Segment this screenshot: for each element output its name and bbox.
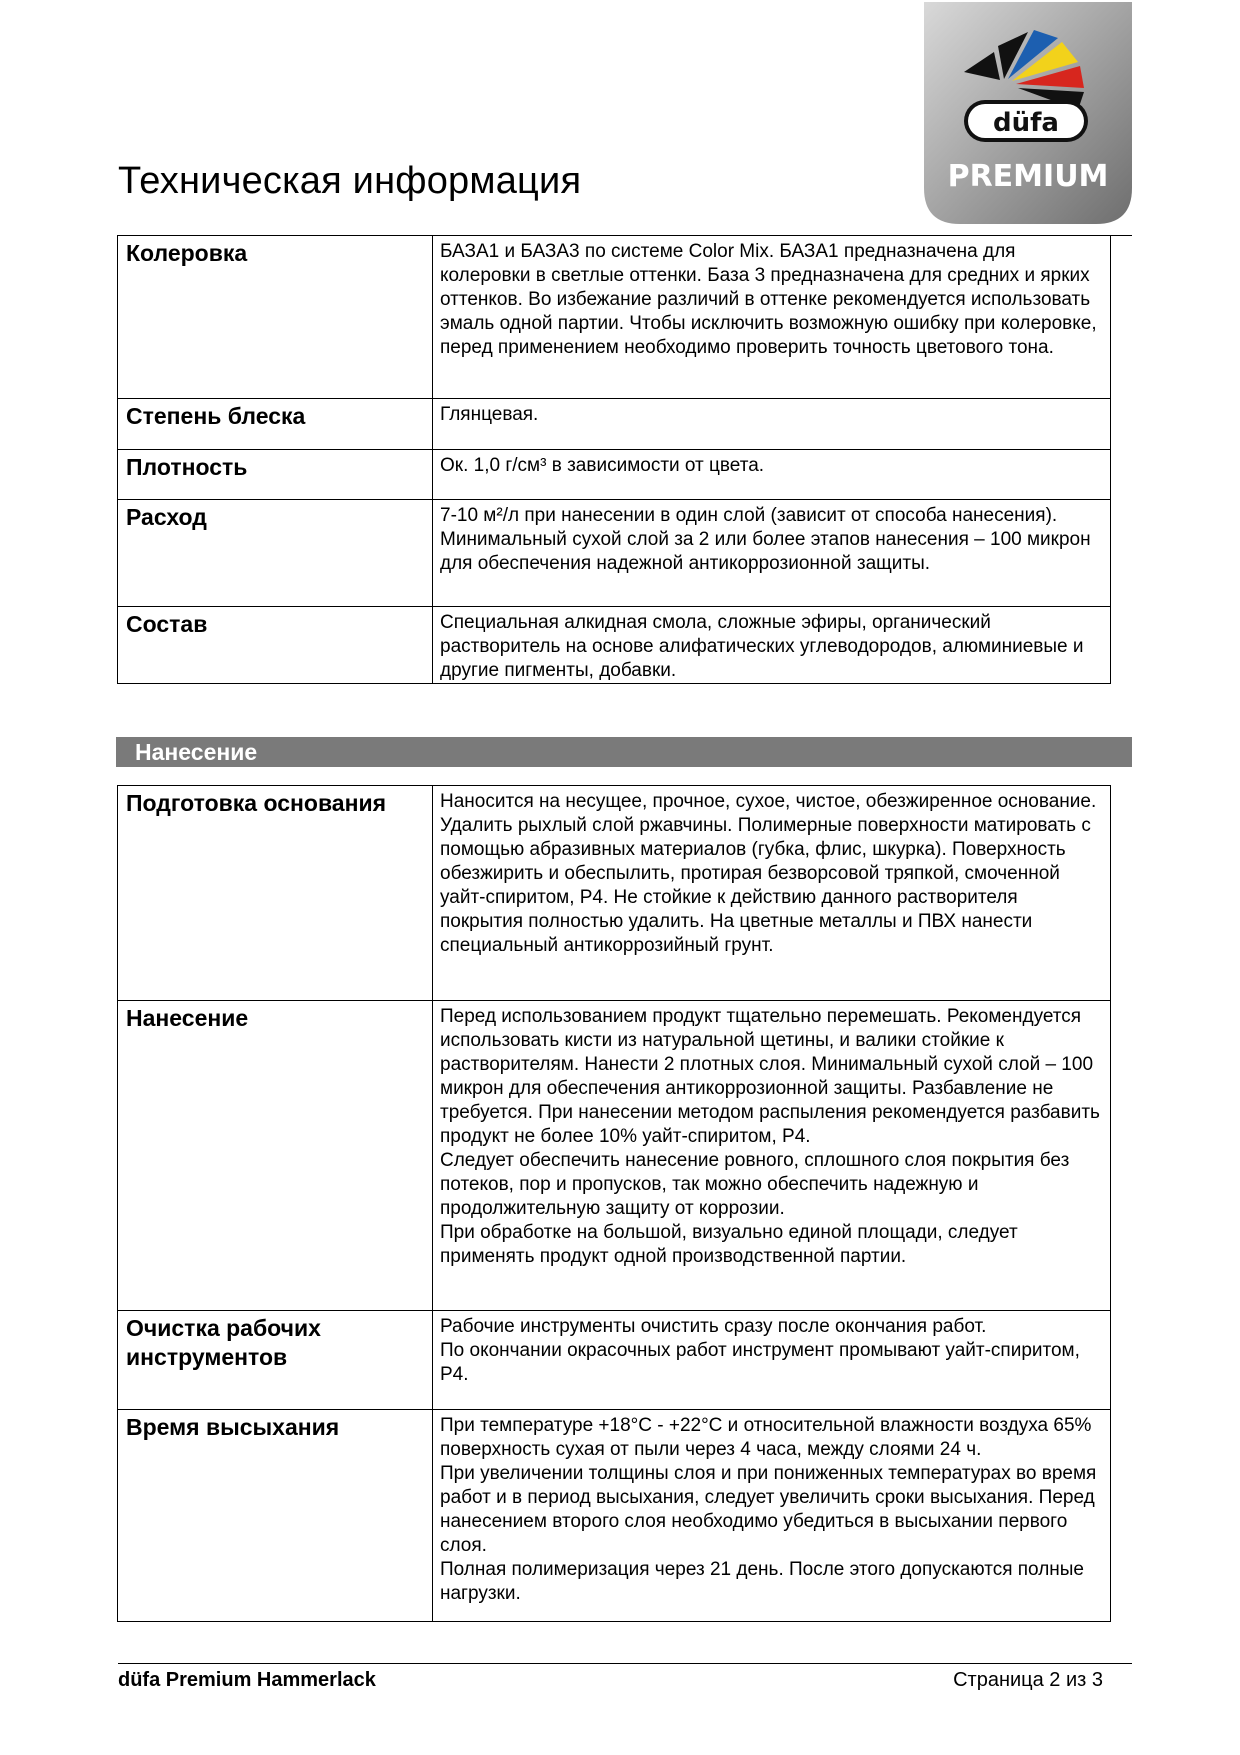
page-title: Техническая информация bbox=[118, 160, 582, 202]
dufa-premium-logo bbox=[924, 2, 1132, 224]
value-paragraph: Рабочие инструменты очистить сразу после окончания работ. bbox=[440, 1316, 987, 1337]
row-value bbox=[433, 450, 1111, 500]
value-paragraph: Ок. 1,0 г/см³ в зависимости от цвета. bbox=[440, 455, 765, 476]
section-header-application: Нанесение bbox=[116, 737, 1132, 767]
row-label: Колеровка bbox=[118, 236, 433, 399]
footer-divider bbox=[118, 1663, 1132, 1664]
svg-text:düfa: düfa bbox=[993, 108, 1059, 138]
value-paragraph: 7-10 м²/л при нанесении в один слой (зависит от способа нанесения). Минимальный сухой слой за 2 или более этапов нанесения – 100 микрон для обеспечения надежной антикоррозионной защиты. bbox=[440, 505, 1091, 574]
svg-text:PREMIUM: PREMIUM bbox=[947, 159, 1109, 194]
value-paragraph: По окончании окрасочных работ инструмент промывают уайт-спиритом, Р4. bbox=[440, 1340, 1080, 1385]
table-row bbox=[118, 607, 1111, 684]
table-row bbox=[118, 1410, 1111, 1622]
table-row bbox=[118, 1001, 1111, 1311]
row-value bbox=[433, 786, 1111, 1001]
row-value bbox=[433, 236, 1111, 399]
value-paragraph: Специальная алкидная смола, сложные эфиры, органический растворитель на основе алифатических углеводородов, алюминиевые и другие пигменты, добавки. bbox=[440, 612, 1084, 681]
row-label: Состав bbox=[118, 607, 433, 684]
value-paragraph: При обработке на большой, визуально единой площади, следует применять продукт одной производственной партии. bbox=[440, 1222, 1018, 1267]
row-label: Очистка рабочих инструментов bbox=[118, 1311, 433, 1410]
page-number: Страница 2 из 3 bbox=[953, 1669, 1103, 1691]
value-paragraph: Глянцевая. bbox=[440, 404, 539, 425]
table-row bbox=[118, 399, 1111, 450]
table-row bbox=[118, 500, 1111, 607]
row-value bbox=[433, 607, 1111, 684]
row-label: Степень блеска bbox=[118, 399, 433, 450]
row-label: Плотность bbox=[118, 450, 433, 500]
row-label: Время высыхания bbox=[118, 1410, 433, 1622]
value-paragraph: Наносится на несущее, прочное, сухое, чистое, обезжиренное основание. Удалить рыхлый слой ржавчины. Полимерные поверхности матировать с помощью абразивных материалов (губка, флис, шкурка). Поверхность обезжирить и обеспылить, протирая безворсовой тряпкой, смоченной уайт-спиритом, Р4. Не стойкие к действию данного растворителя покрытия полностью удалить. На цветные металлы и ПВХ нанести специальный антикоррозийный грунт. bbox=[440, 791, 1097, 956]
row-value bbox=[433, 399, 1111, 450]
value-paragraph: Перед использованием продукт тщательно перемешать. Рекомендуется использовать кисти из натуральной щетины, и валики стойкие к растворителям. Нанести 2 плотных слоя. Минимальный сухой слой – 100 микрон для обеспечения антикоррозионной защиты. Разбавление не требуется. При нанесении методом распыления рекомендуется разбавить продукт не более 10% уайт-спиритом, Р4. bbox=[440, 1006, 1100, 1147]
value-paragraph: При температуре +18°С - +22°С и относительной влажности воздуха 65% поверхность сухая от пыли через 4 часа, между слоями 24 ч. bbox=[440, 1415, 1092, 1460]
table-row bbox=[118, 450, 1111, 500]
application-table bbox=[117, 785, 1111, 1622]
spec-table bbox=[117, 235, 1111, 684]
footer-product-name: düfa Premium Hammerlack bbox=[118, 1669, 376, 1691]
row-value bbox=[433, 1311, 1111, 1410]
value-paragraph: Полная полимеризация через 21 день. После этого допускаются полные нагрузки. bbox=[440, 1559, 1084, 1604]
value-paragraph: Следует обеспечить нанесение ровного, сплошного слоя покрытия без потеков, пор и пропусков, так можно обеспечить надежную и продолжительную защиту от коррозии. bbox=[440, 1150, 1070, 1219]
value-paragraph: При увеличении толщины слоя и при пониженных температурах во время работ и в период высыхания, следует увеличить сроки высыхания. Перед нанесением второго слоя необходимо убедиться в высыхании первого слоя. bbox=[440, 1463, 1097, 1556]
row-value bbox=[433, 1001, 1111, 1311]
row-label: Расход bbox=[118, 500, 433, 607]
row-value bbox=[433, 1410, 1111, 1622]
table-row bbox=[118, 786, 1111, 1001]
value-paragraph: БАЗА1 и БАЗА3 по системе Color Mix. БАЗА1 предназначена для колеровки в светлые оттенки. База 3 предназначена для средних и ярких оттенков. Во избежание различий в оттенке рекомендуется использовать эмаль одной партии. Чтобы исключить возможную ошибку при колеровке, перед применением необходимо проверить точность цветового тона. bbox=[440, 241, 1097, 358]
row-label: Нанесение bbox=[118, 1001, 433, 1311]
table-row bbox=[118, 1311, 1111, 1410]
row-value bbox=[433, 500, 1111, 607]
table-row bbox=[118, 236, 1111, 399]
row-label: Подготовка основания bbox=[118, 786, 433, 1001]
